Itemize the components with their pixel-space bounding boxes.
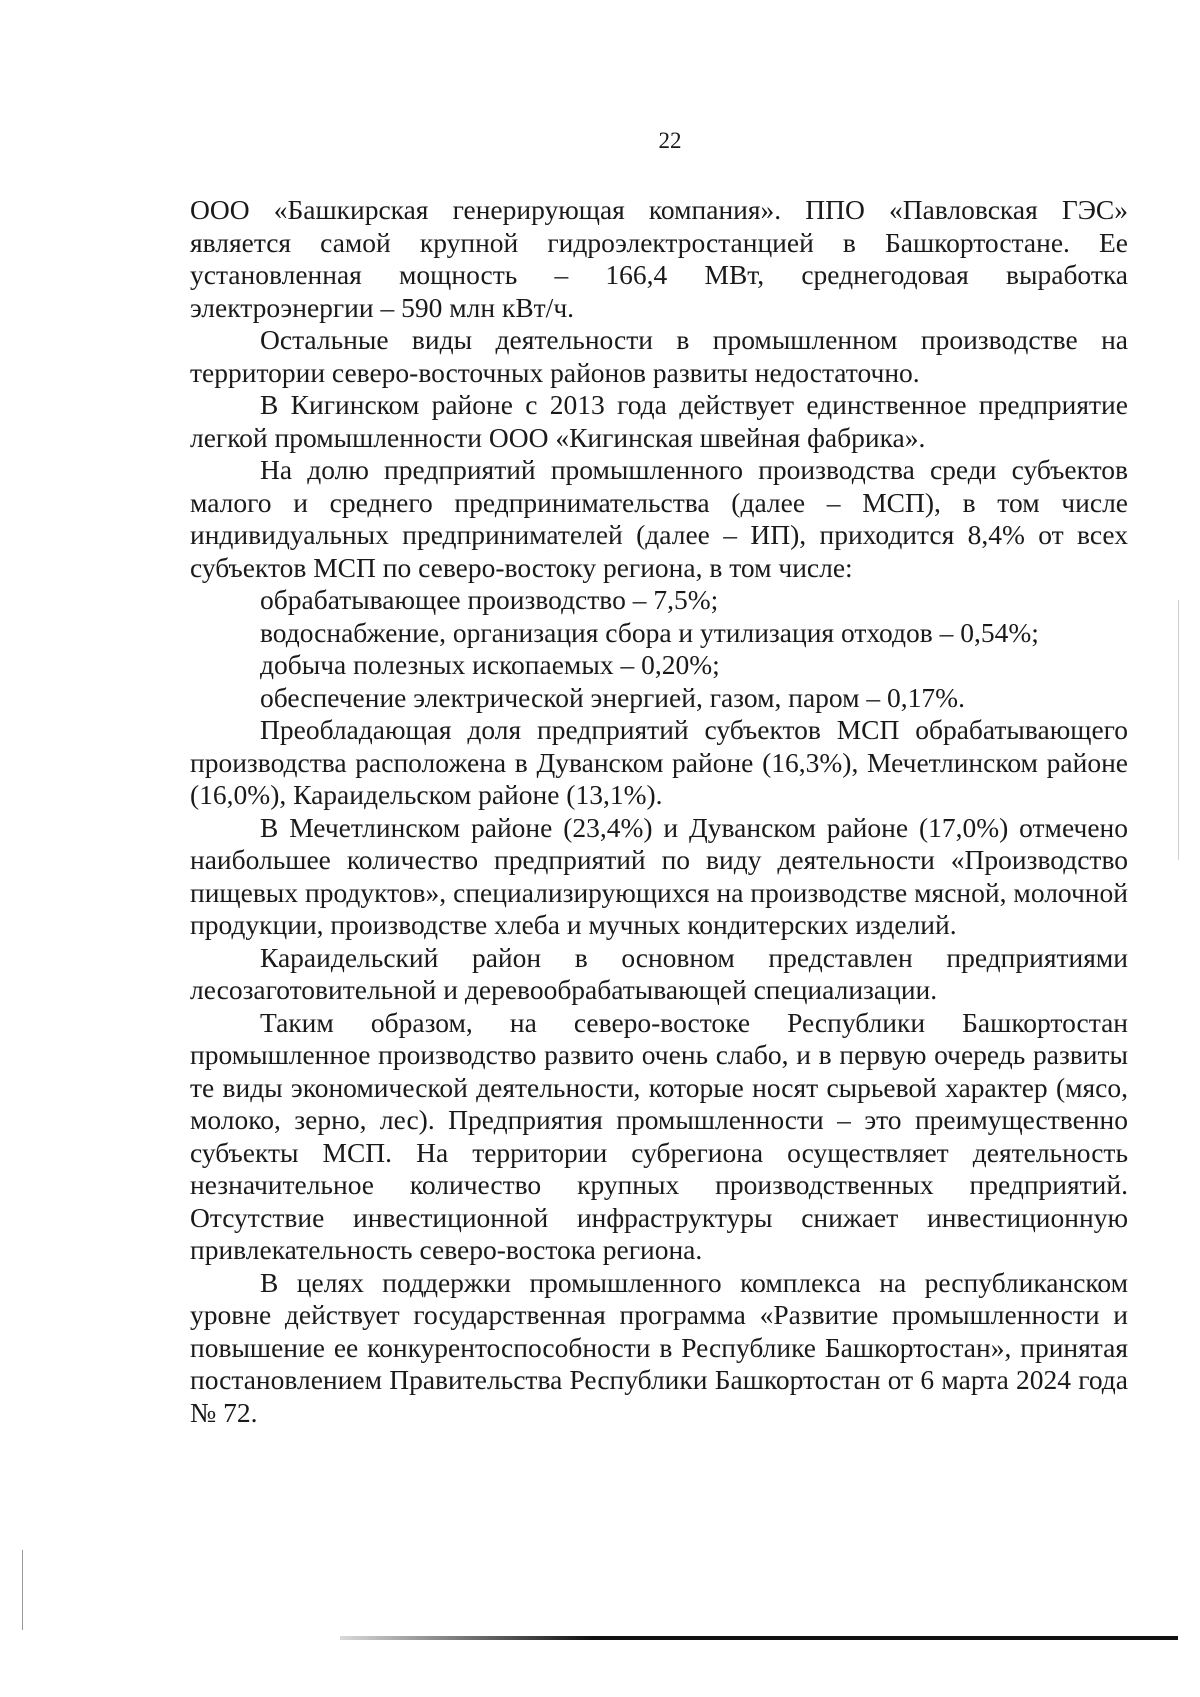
- paragraph: В Мечетлинском районе (23,4%) и Дуванском районе (17,0%) отмечено наибольшее количество предприятий по виду деятельности «Производство пищевых продуктов», специализирующихся на производстве мясной, молочной продукции, производстве хлеба и мучных кондитерских изделий.: [190, 811, 1128, 940]
- paragraph-continuation: ООО «Башкирская генерирующая компания». ППО «Павловская ГЭС» является самой крупной гидроэлектростанцией в Башкортостане. Ее установленная мощность – 166,4 МВт, среднегодовая выработка электроэнергии – 590 млн кВт/ч.: [190, 194, 1128, 323]
- paragraph: Остальные виды деятельности в промышленном производстве на территории северо-восточных районов развиты недостаточно.: [190, 324, 1128, 388]
- paragraph: На долю предприятий промышленного производства среди субъектов малого и среднего предпринимательства (далее – МСП), в том числе индивидуальных предпринимателей (далее – ИП), приходится 8,4% от всех субъектов МСП по северо-востоку региона, в том числе:: [190, 454, 1128, 583]
- paragraph: Караидельский район в основном представлен предприятиями лесозаготовительной и деревообрабатывающей специализации.: [190, 941, 1128, 1005]
- page-number: 22: [658, 128, 682, 153]
- scan-artifact-left: [22, 1550, 23, 1630]
- list-item: водоснабжение, организация сбора и утилизация отходов – 0,54%;: [260, 616, 1039, 648]
- scan-artifact-bottom-bar: [340, 1636, 1178, 1640]
- paragraph: В целях поддержки промышленного комплекса на республиканском уровне действует государственная программа «Развитие промышленности и повышение ее конкурентоспособности в Республике Башкортостан», принятая постановлением Правительства Республики Башкортостан от 6 марта 2024 года № 72.: [190, 1266, 1128, 1428]
- scan-artifact-right: [1178, 600, 1179, 860]
- list-item: обрабатывающее производство – 7,5%;: [260, 584, 719, 615]
- list-item: обеспечение электрической энергией, газом, паром – 0,17%.: [260, 681, 965, 713]
- paragraph: Таким образом, на северо-востоке Республики Башкортостан промышленное производство развито очень слабо, и в первую очередь развиты те виды экономической деятельности, которые носят сырьевой характер (мясо, молоко, зерно, лес). Предприятия промышленности – это преимущественно субъекты МСП. На территории субрегиона осуществляет деятельность незначительное количество крупных производственных предприятий. Отсутствие инвестиционной инфраструктуры снижает инвестиционную привлекательность северо-востока региона.: [190, 1006, 1128, 1265]
- paragraph: В Кигинском районе с 2013 года действует единственное предприятие легкой промышленности ООО «Кигинская швейная фабрика».: [190, 389, 1128, 453]
- paragraph: Преобладающая доля предприятий субъектов МСП обрабатывающего производства расположена в Дуванском районе (16,3%), Мечетлинском районе (16,0%), Караидельском районе (13,1%).: [190, 714, 1128, 810]
- list-item: добыча полезных ископаемых – 0,20%;: [260, 649, 720, 680]
- document-body: [190, 194, 1128, 1429]
